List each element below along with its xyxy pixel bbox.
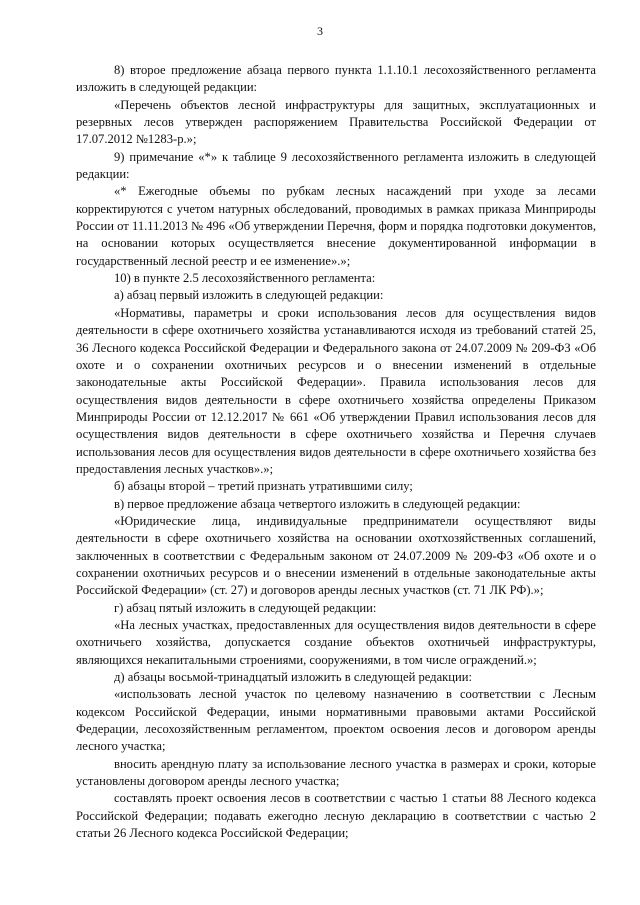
paragraph-subitem-b: б) абзацы второй – третий признать утратившими силу; — [114, 479, 413, 494]
paragraph-quote-use-plot: «использовать лесной участок по целевому назначению в соответствии с Лесным кодексом Российской Федерации, иными нормативными правовыми актами Российской Федерации, лесохозяйственным регламентом, проектом освоения лесов и договором аренды лесного участка; — [76, 687, 596, 754]
paragraph-quote-infrastructure: «Перечень объектов лесной инфраструктуры для защитных, эксплуатационных и резервных лесов утвержден распоряжением Правительства Российской Федерации от 17.07.2012 №1283-р.»; — [76, 97, 596, 147]
paragraph-quote-legal-entities: «Юридические лица, индивидуальные предприниматели осуществляют виды деятельности в сфере охотничьего хозяйства на основании охотхозяйственных соглашений, заключенных в соответствии с Федеральным законом от 24.07.2009 № 209-ФЗ «Об охоте и о сохранении охотничьих ресурсов и о внесении изменений в отдельные законодательные акты Российской Федерации» (ст. 27) и договоров аренды лесных участков (ст. 71 ЛК РФ).»; — [76, 513, 596, 598]
page-number: 3 — [317, 24, 323, 38]
paragraph-subitem-v: в) первое предложение абзаца четвертого изложить в следующей редакции: — [114, 496, 521, 511]
paragraph-item-10: 10) в пункте 2.5 лесохозяйственного регламента: — [114, 271, 376, 286]
paragraph-item-9: 9) примечание «*» к таблице 9 лесохозяйственного регламента изложить в следующей редакции: — [76, 149, 596, 182]
paragraph-rent-payment: вносить арендную плату за использование лесного участка в размерах и сроки, которые установлены договором аренды лесного участка; — [76, 756, 596, 789]
paragraph-development-project: составлять проект освоения лесов в соответствии с частью 1 статьи 88 Лесного кодекса Российской Федерации; подавать ежегодно лесную декларацию в соответствии с частью 2 статьи 26 Лесного кодекса Российской Федерации; — [76, 791, 596, 841]
paragraph-subitem-a: а) абзац первый изложить в следующей редакции: — [114, 288, 384, 303]
paragraph-quote-hunting-infrastructure: «На лесных участках, предоставленных для осуществления видов деятельности в сфере охотничьего хозяйства, допускается создание объектов охотничьей инфраструктуры, являющихся некапитальными строениями, сооружениями, в том числе ограждений.»; — [76, 618, 596, 667]
paragraph-subitem-g: г) абзац пятый изложить в следующей редакции: — [114, 600, 377, 615]
paragraph-item-8: 8) второе предложение абзаца первого пункта 1.1.10.1 лесохозяйственного регламента изложить в следующей редакции: — [76, 63, 596, 95]
paragraph-quote-norms: «Нормативы, параметры и сроки использования лесов для осуществления видов деятельности в сфере охотничьего хозяйства устанавливаются исходя из требований статей 25, 36 Лесного кодекса Российской Федерации и Федерального закона от 24.07.2009 № 209-ФЗ «Об охоте и о сохранении охотничьих ресурсов и о внесении изменений в отдельные законодательные акты Российской Федерации». Правила использования лесов для осуществления видов деятельности в сфере охотничьего хозяйства определены Приказом Минприроды России от 12.12.2017 № 661 «Об утверждении Правил использования лесов для осуществления видов деятельности в сфере охотничьего хозяйства и Перечня случаев использования лесов для осуществления видов деятельности в сфере охотничьего хозяйства без предоставления лесных участков».»; — [76, 305, 596, 476]
paragraph-quote-footnote: «* Ежегодные объемы по рубкам лесных насаждений при уходе за лесами корректируются с учетом натурных обследований, проводимых в рамках приказа Минприроды России от 11.11.2013 № 496 «Об утверждении Перечня, форм и порядка подготовки документов, на основании которых осуществляется внесение документированной информации в государственный лесной реестр и ее изменение».»; — [76, 184, 596, 268]
document-body — [76, 62, 596, 842]
paragraph-subitem-d: д) абзацы восьмой-тринадцатый изложить в следующей редакции: — [114, 670, 473, 685]
